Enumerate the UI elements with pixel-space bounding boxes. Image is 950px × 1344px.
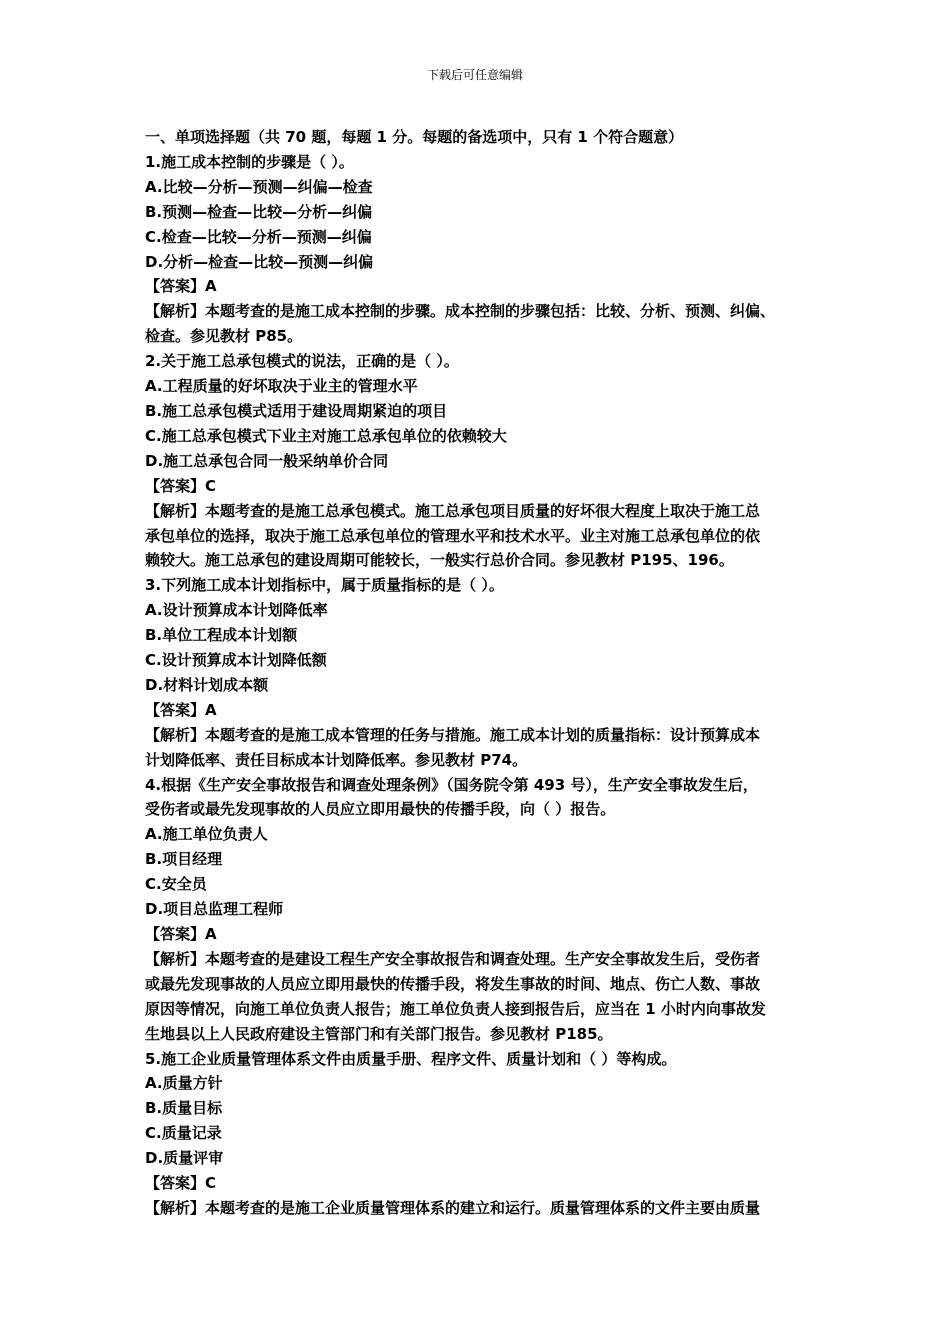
- answer: 【答案】C: [145, 476, 217, 495]
- option-d: D.施工总承包合同一般采纳单价合同: [145, 451, 389, 470]
- option-b: B.预测—检查—比较—分析—纠偏: [145, 202, 373, 221]
- answer: 【答案】A: [145, 700, 217, 719]
- question-text: 受伤者或最先发现事故的人员应立即用最快的传播手段，向（ ）报告。: [145, 800, 616, 819]
- analysis-line: 承包单位的选择，取决于施工总承包单位的管理水平和技术水平。业主对施工总承包单位的依: [145, 526, 761, 545]
- question-block: [145, 573, 825, 772]
- question-text: 1.施工成本控制的步骤是（ ）。: [145, 152, 354, 171]
- analysis-line: 赖较大。施工总承包的建设周期可能较长，一般实行总价合同。参见教材 P195、196。: [145, 551, 734, 570]
- analysis-line: 【解析】本题考查的是施工成本管理的任务与措施。施工成本计划的质量指标：设计预算成本: [145, 725, 761, 744]
- option-b: B.单位工程成本计划额: [145, 626, 298, 645]
- question-block: [145, 349, 825, 573]
- option-a: A.质量方针: [145, 1074, 223, 1093]
- option-d: D.分析—检查—比较—预测—纠偏: [145, 252, 374, 271]
- question-text: 5.施工企业质量管理体系文件由质量手册、程序文件、质量计划和（ ）等构成。: [145, 1049, 677, 1068]
- document-body: [145, 125, 825, 1221]
- question-text: 3.下列施工成本计划指标中，属于质量指标的是（ ）。: [145, 576, 504, 595]
- option-d: D.项目总监理工程师: [145, 900, 284, 919]
- option-a: A.施工单位负责人: [145, 825, 268, 844]
- answer: 【答案】C: [145, 1174, 217, 1193]
- option-c: C.施工总承包模式下业主对施工总承包单位的依赖较大: [145, 426, 507, 445]
- analysis-line: 【解析】本题考查的是建设工程生产安全事故报告和调查处理。生产安全事故发生后，受伤者: [145, 949, 761, 968]
- option-d: D.材料计划成本额: [145, 675, 269, 694]
- option-c: C.质量记录: [145, 1124, 222, 1143]
- question-block: [145, 773, 825, 1047]
- option-a: A.比较—分析—预测—纠偏—检查: [145, 177, 373, 196]
- answer: 【答案】A: [145, 277, 217, 296]
- option-a: A.工程质量的好坏取决于业主的管理水平: [145, 377, 418, 396]
- analysis-line: 生地县以上人民政府建设主管部门和有关部门报告。参见教材 P185。: [145, 1024, 613, 1043]
- analysis-line: 原因等情况，向施工单位负责人报告；施工单位负责人接到报告后，应当在 1 小时内向事故发: [145, 999, 766, 1018]
- option-b: B.项目经理: [145, 850, 223, 869]
- option-a: A.设计预算成本计划降低率: [145, 601, 328, 620]
- option-c: C.安全员: [145, 875, 207, 894]
- answer: 【答案】A: [145, 925, 217, 943]
- question-text: 4.根据《生产安全事故报告和调查处理条例》（国务院令第 493 号），生产安全事故发生后，: [145, 775, 758, 794]
- analysis-line: 【解析】本题考查的是施工成本控制的步骤。成本控制的步骤包括：比较、分析、预测、纠偏、: [145, 302, 776, 321]
- analysis-line: 计划降低率、责任目标成本计划降低率。参见教材 P74。: [145, 750, 528, 769]
- option-d: D.质量评审: [145, 1149, 224, 1168]
- option-b: B.质量目标: [145, 1099, 223, 1118]
- question-text: 2.关于施工总承包模式的说法，正确的是（ ）。: [145, 352, 459, 371]
- option-b: B.施工总承包模式适用于建设周期紧迫的项目: [145, 401, 448, 420]
- page-header: 下载后可任意编辑: [426, 68, 523, 82]
- option-c: C.设计预算成本计划降低额: [145, 651, 327, 670]
- analysis-line: 【解析】本题考查的是施工企业质量管理体系的建立和运行。质量管理体系的文件主要由质量: [145, 1198, 761, 1217]
- option-c: C.检查—比较—分析—预测—纠偏: [145, 227, 372, 246]
- analysis-line: 检查。参见教材 P85。: [145, 327, 303, 346]
- analysis-line: 或最先发现事故的人员应立即用最快的传播手段，将发生事故的时间、地点、伤亡人数、事故: [145, 974, 761, 993]
- section-title: 一、单项选择题（共 70 题，每题 1 分。每题的备选项中，只有 1 个符合题意）: [145, 128, 684, 146]
- analysis-line: 【解析】本题考查的是施工总承包模式。施工总承包项目质量的好坏很大程度上取决于施工总: [145, 501, 761, 520]
- question-block: [145, 1047, 825, 1221]
- question-block: [145, 150, 825, 349]
